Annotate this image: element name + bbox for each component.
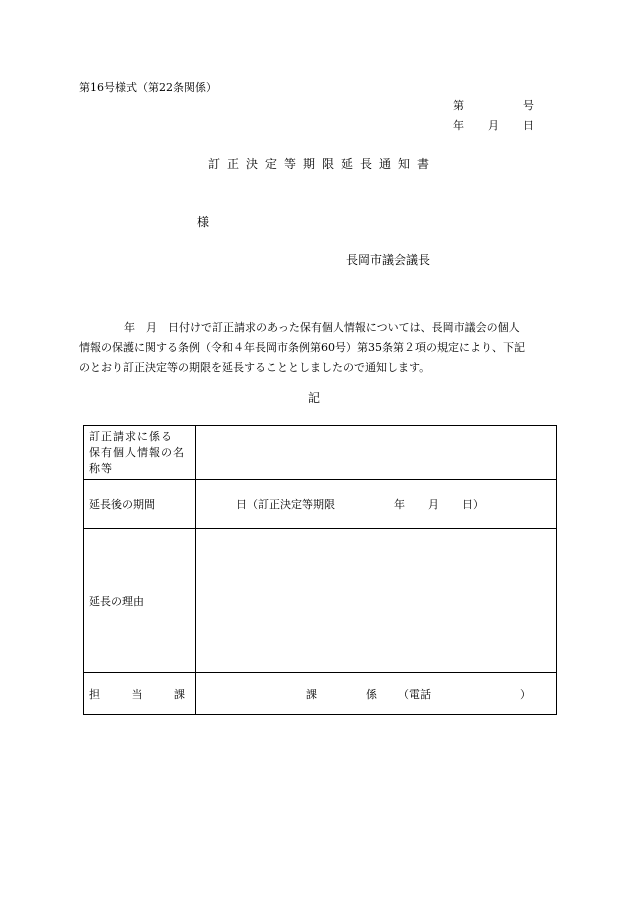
doc-number-prefix: 第 bbox=[453, 99, 464, 112]
date-day-label: 日 bbox=[523, 119, 534, 132]
document-title: 訂正決定等期限延長通知書 bbox=[208, 157, 437, 171]
dept-label-char: 担 bbox=[89, 687, 100, 701]
body-line-2: 情報の保護に関する条例（令和４年長岡市条例第60号）第35条第２項の規定により、下記 bbox=[79, 341, 525, 354]
dept-label-char: 課 bbox=[174, 687, 185, 701]
table-row bbox=[84, 673, 557, 715]
info-name-label bbox=[84, 426, 196, 480]
info-name-label-line: 称等 bbox=[89, 461, 113, 475]
extended-period-value[interactable] bbox=[196, 480, 557, 529]
dept-label-char: 当 bbox=[131, 687, 143, 701]
form-number-label: 第16号様式（第22条関係） bbox=[79, 81, 217, 94]
period-end-text: 日） bbox=[462, 498, 484, 511]
phone-close-text: ） bbox=[520, 687, 531, 701]
body-line-3: のとおり訂正決定等の期限を延長することとしましたので通知します。 bbox=[79, 361, 431, 374]
dept-kakari-text: 係 bbox=[366, 687, 377, 701]
info-name-value[interactable] bbox=[196, 426, 557, 480]
extension-reason-label: 延長の理由 bbox=[84, 529, 196, 673]
info-name-label-line: 訂正請求に係る bbox=[89, 429, 173, 443]
table-row bbox=[84, 480, 557, 529]
responsible-dept-value[interactable] bbox=[196, 673, 557, 715]
ki-heading: 記 bbox=[308, 391, 321, 405]
issuer-name: 長岡市議会議長 bbox=[346, 253, 431, 267]
recipient-honorific: 様 bbox=[197, 215, 210, 229]
extension-reason-value[interactable] bbox=[196, 529, 557, 673]
table-row bbox=[84, 529, 557, 673]
doc-number-suffix: 号 bbox=[523, 99, 534, 112]
period-day-text: 日（訂正決定等期限 bbox=[236, 498, 335, 511]
notice-body bbox=[79, 318, 559, 378]
dept-ka-text: 課 bbox=[306, 687, 317, 701]
body-line-1: 年 月 日付けで訂正請求のあった保有個人情報については、長岡市議会の個人 bbox=[124, 321, 520, 334]
info-name-label-line: 保有個人情報の名 bbox=[89, 445, 185, 459]
extended-period-label: 延長後の期間 bbox=[84, 480, 196, 529]
date-year-label: 年 bbox=[453, 119, 464, 132]
period-month-text: 月 bbox=[428, 498, 439, 511]
notice-table bbox=[83, 425, 557, 715]
responsible-dept-label bbox=[84, 673, 196, 715]
table-row bbox=[84, 426, 557, 480]
period-year-text: 年 bbox=[394, 498, 405, 511]
phone-open-text: （電話 bbox=[398, 687, 431, 701]
date-month-label: 月 bbox=[488, 119, 499, 132]
